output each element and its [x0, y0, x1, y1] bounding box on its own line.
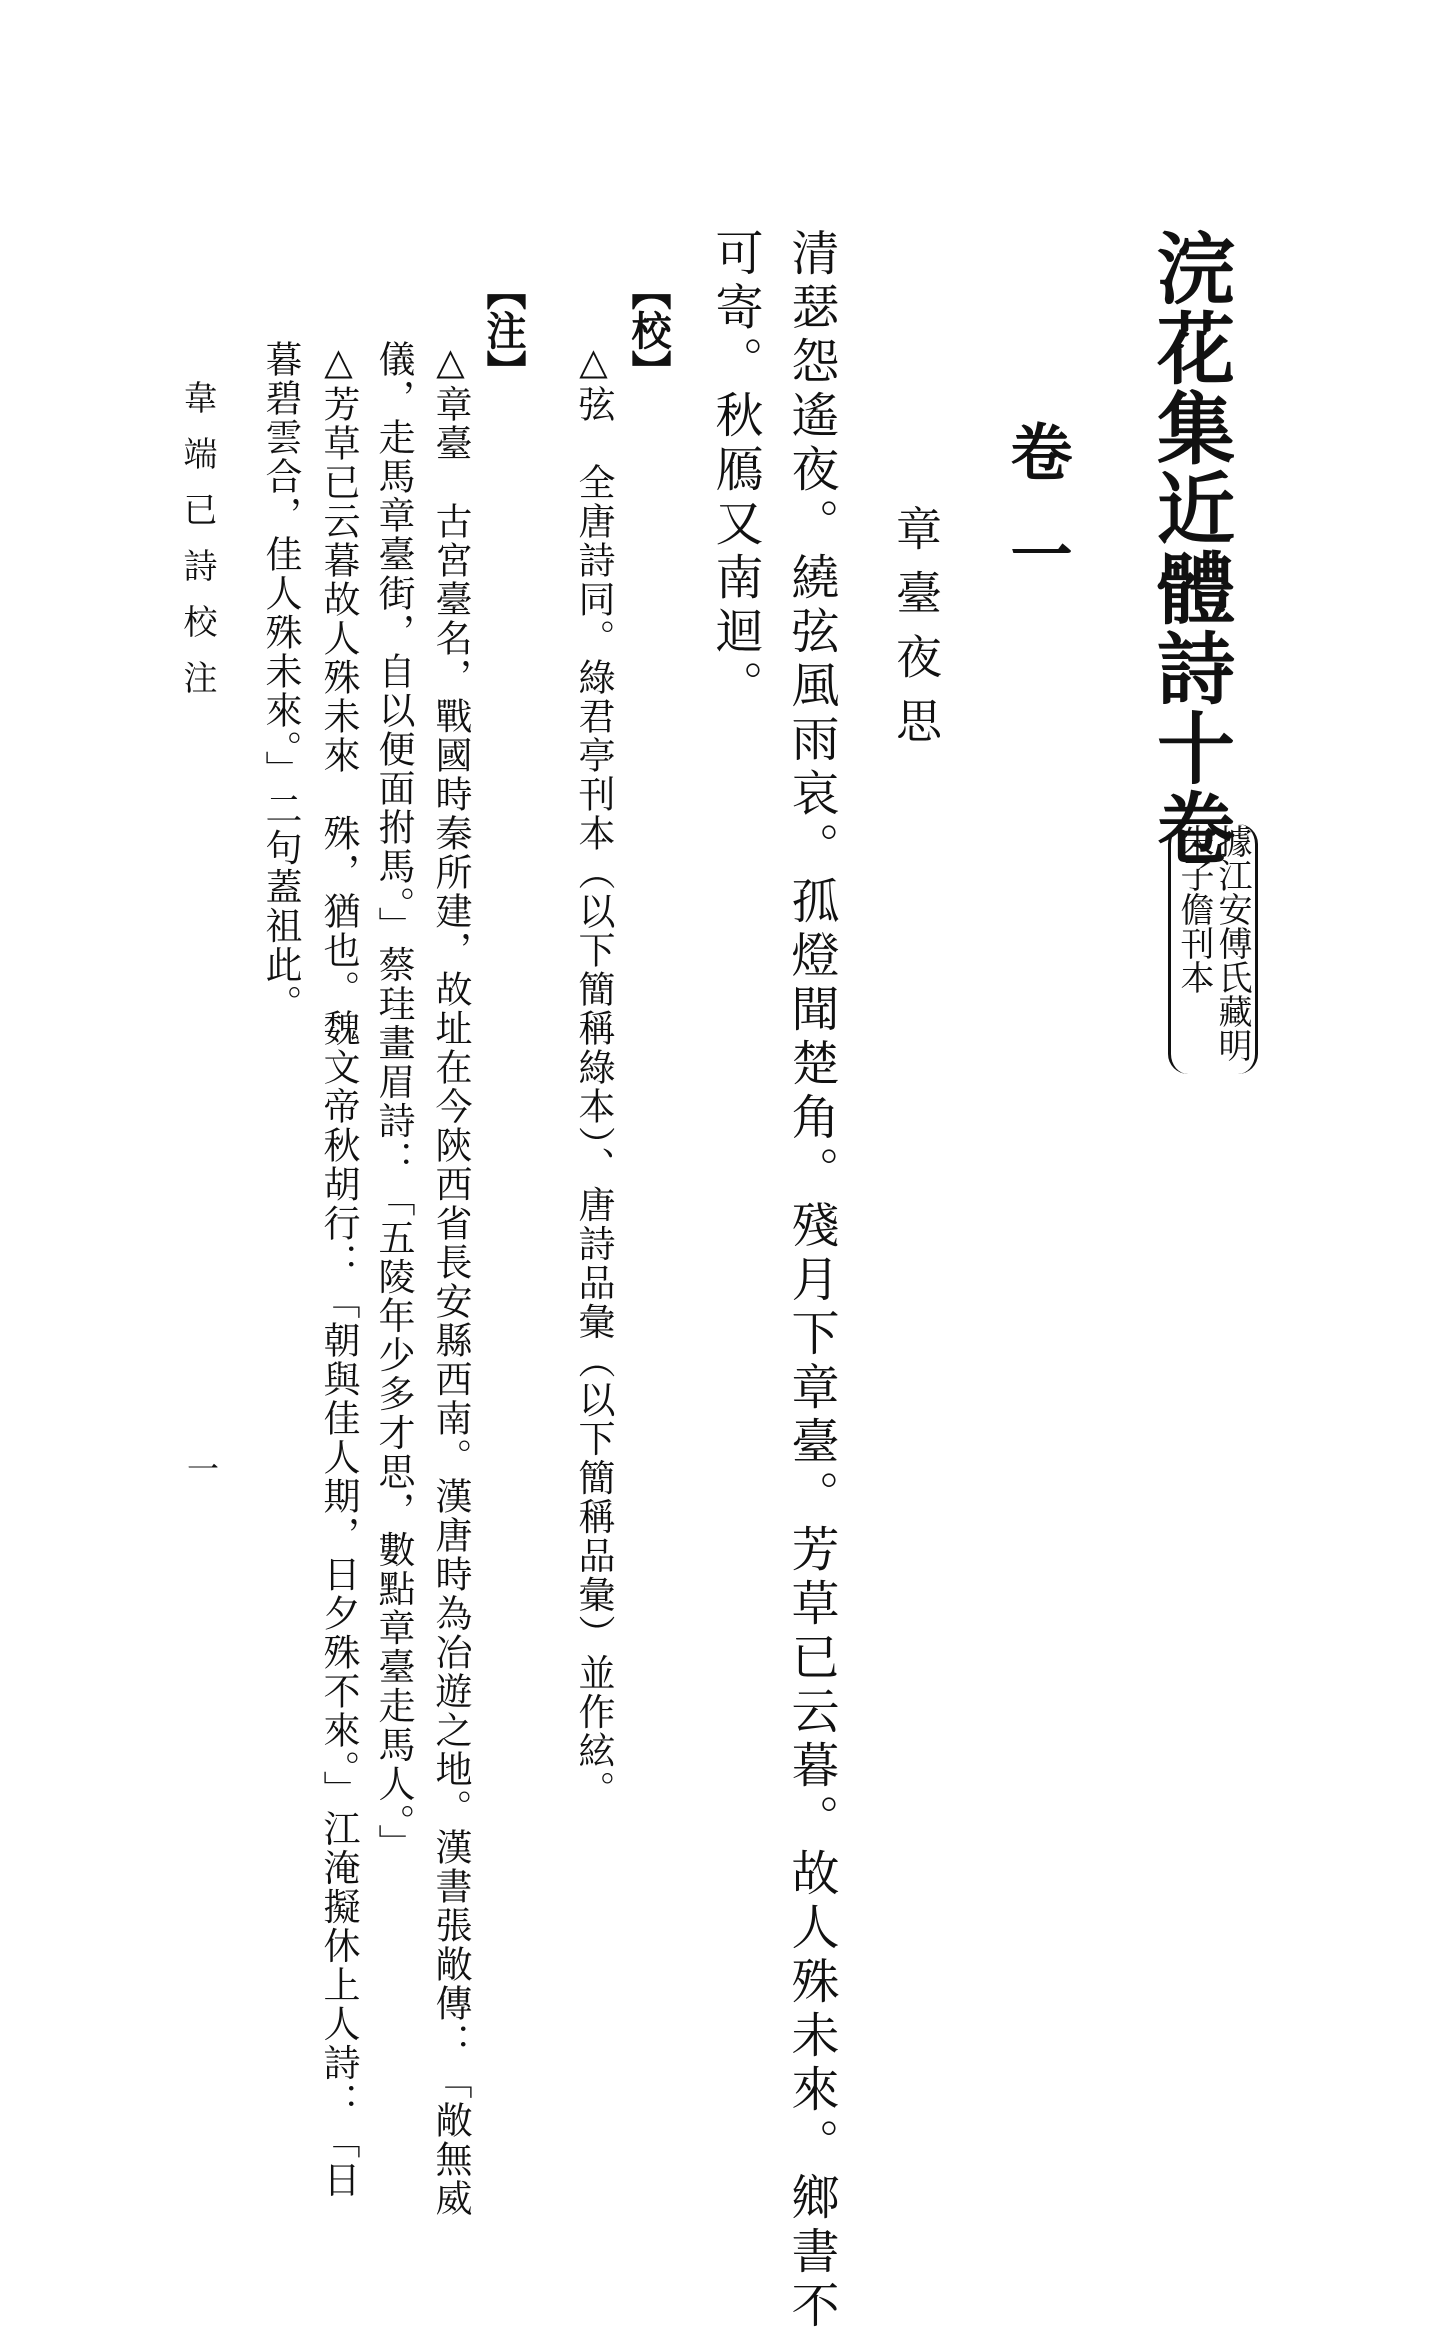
- poem-title: 章臺夜思: [889, 505, 943, 761]
- collation-note: △弦 全唐詩同。綠君亭刊本（以下簡稱綠本）、唐詩品彙（以下簡稱品彙）並作絃。: [572, 340, 615, 1810]
- poem-line: 可寄。秋鴈又南迴。: [707, 228, 763, 714]
- poem-line: 清瑟怨遙夜。繞弦風雨哀。孤燈聞楚角。殘月下章臺。芳草已云暮。故人殊未來。鄉書不: [783, 228, 839, 2334]
- annotation-line: △芳草已云暮故人殊未來 殊，猶也。魏文帝秋胡行：「朝與佳人期，日夕殊不來。」江淹擬休上人詩：「日: [317, 340, 360, 2200]
- annotation-line: △章臺 古宮臺名，戰國時秦所建，故址在今陝西省長安縣西南。漢唐時為冶遊之地。漢書張敞傳：「敞無威: [429, 340, 472, 2218]
- page-number: 一: [182, 1452, 220, 1484]
- book-title: 浣花集近體詩十卷: [1144, 228, 1235, 868]
- annotation-heading: 【注】: [480, 270, 527, 390]
- edition-note: 據江安傅氏藏明朱子儋刊本: [1168, 824, 1258, 1074]
- volume-heading: 卷一: [1000, 420, 1073, 624]
- running-footer-title: 韋端已詩校注: [177, 380, 217, 716]
- annotation-line: 暮碧雲合，佳人殊未來。」二句蓋祖此。: [259, 340, 302, 1024]
- collation-heading: 【校】: [625, 270, 672, 390]
- annotation-line: 儀，走馬章臺街，自以便面拊馬。」蔡珪畫眉詩：「五陵年少多才思，數點章臺走馬人。」: [372, 340, 415, 1863]
